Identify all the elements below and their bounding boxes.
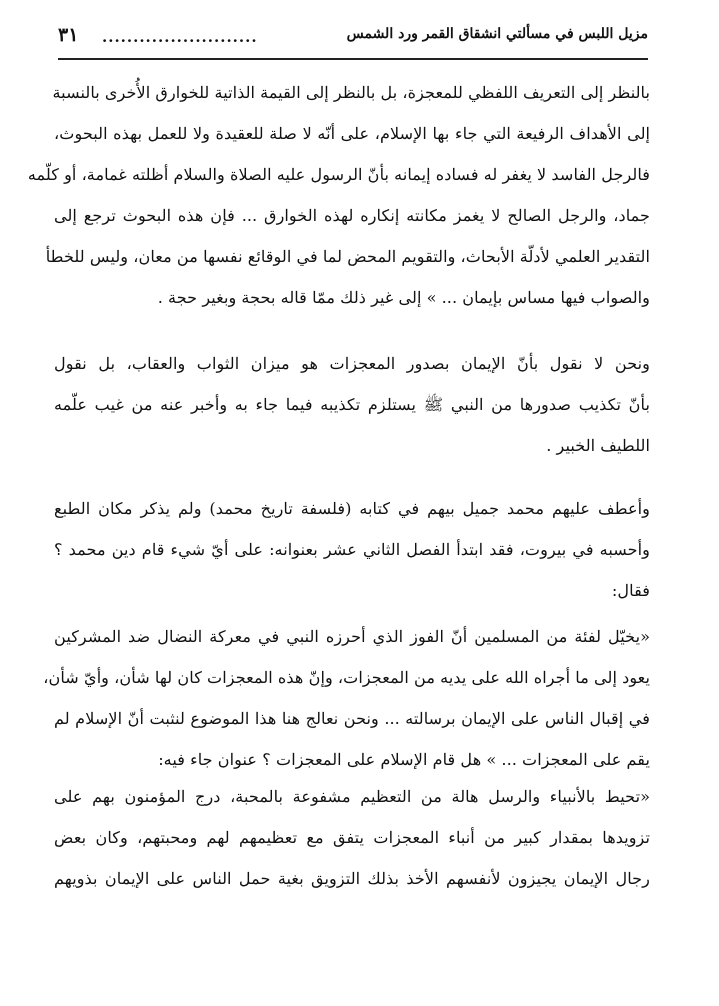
text-line: التقدير العلمي لأدلّة الأبحاث، والتقويم المحض لما في الوقائع نفسها من معان، وليس للخطأ — [45, 247, 650, 266]
text-line: وأحسبه في بيروت، فقد ابتدأ الفصل الثاني عشر بعنوانه: على أيّ شيء قام دين محمد ؟ — [54, 540, 650, 559]
text-line: جماد، والرجل الصالح لا يغمز مكانته إنكاره لهذه الخوارق ... فإن هذه البحوث ترجع إلى — [54, 206, 650, 225]
text-line: «تحيط بالأنبياء والرسل هالة من التعظيم مشفوعة بالمحبة، درج المؤمنون بهم على — [54, 787, 650, 806]
paragraph-3 — [54, 488, 650, 611]
paragraph-4-quote — [43, 616, 650, 780]
text-line: فالرجل الفاسد لا يغفر له فساده إيمانه بأنّ الرسول عليه الصلاة والسلام أظلته غمامة، أو كلّمه — [27, 165, 650, 184]
text-line: بأنّ تكذيب صدورها من النبي ﷺ يستلزم تكذيبه فيما جاء به وأخبر عنه من غيب علّمه — [54, 395, 650, 414]
text-line: تزويدها بمقدار كبير من أنباء المعجزات يتفق مع تعظيمهم لهم ومحبتهم، وكان بعض — [54, 828, 650, 847]
text-line: يقم على المعجزات ... » هل قام الإسلام على المعجزات ؟ عنوان جاء فيه: — [158, 750, 650, 769]
header-divider — [58, 58, 648, 60]
text-line: رجال الإيمان يجيزون لأنفسهم الأخذ بذلك التزويق بغية حمل الناس على الإيمان بذويهم — [54, 869, 650, 888]
text-line: إلى الأهداف الرفيعة التي جاء بها الإسلام، على أنّه لا صلة للعقيدة ولا للعمل بهذه البحوث، — [54, 124, 650, 143]
text-line: اللطيف الخبير . — [546, 436, 650, 455]
running-header — [58, 24, 648, 54]
text-line: يعود إلى ما أجراه الله على يديه من المعجزات، وإنّ هذه المعجزات كان لها شأن، وأيّ شأن، — [43, 668, 650, 687]
header-leader-dots: ......................... — [102, 28, 258, 46]
text-line: فقال: — [611, 581, 650, 600]
book-title: مزيل اللبس في مسألتي انشقاق القمر ورد الشمس — [346, 26, 648, 42]
text-line: «يخيّل لفئة من المسلمين أنّ الفوز الذي أحرزه النبي في معركة النضال ضد المشركين — [54, 627, 650, 646]
paragraph-1 — [27, 72, 650, 318]
text-line: وأعطف عليهم محمد جميل بيهم في كتابه (فلسفة تاريخ محمد) ولم يذكر مكان الطبع — [54, 499, 650, 518]
page-number: ٣١ — [58, 24, 79, 46]
text-line: بالنظر إلى التعريف اللفظي للمعجزة، بل بالنظر إلى القيمة الذاتية للخوارق الأُخرى بالنسبة — [52, 83, 650, 102]
text-line: في إقبال الناس على الإيمان برسالته ... ونحن نعالج هنا هذا الموضوع لنثبت أنّ الإسلام لم — [54, 709, 650, 728]
paragraph-5-quote — [54, 776, 650, 899]
text-line: ونحن لا نقول بأنّ الإيمان بصدور المعجزات هو ميزان الثواب والعقاب، بل نقول — [54, 354, 650, 373]
paragraph-2 — [54, 343, 650, 466]
text-line: والصواب فيها مساس بإيمان ... » إلى غير ذلك ممّا قاله بحجة وبغير حجة . — [157, 288, 650, 307]
